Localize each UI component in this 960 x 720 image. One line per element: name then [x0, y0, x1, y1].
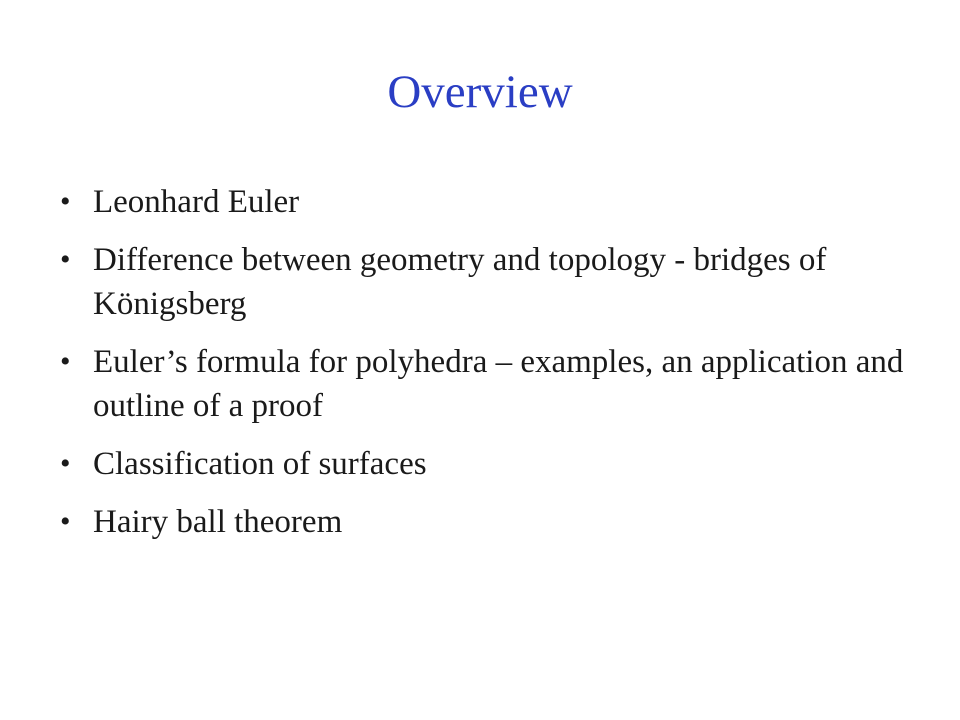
bullet-dot-icon: •	[60, 447, 71, 480]
bullet-item-geometry-topology	[60, 238, 920, 326]
bullet-item-eulers-formula	[60, 340, 920, 428]
bullet-dot-icon: •	[60, 345, 71, 378]
bullet-dot-icon: •	[60, 505, 71, 538]
bullet-dot-icon: •	[60, 243, 71, 276]
bullet-item-classification	[60, 442, 920, 486]
bullet-text: Leonhard Euler	[93, 184, 300, 220]
slide-title: Overview	[387, 66, 573, 118]
bullet-text: Classification of surfaces	[93, 446, 427, 482]
bullet-item-leonhard-euler	[60, 180, 920, 224]
bullet-item-hairy-ball	[60, 500, 920, 544]
bullet-text: Euler’s formula for polyhedra – examples, an application and outline of a proof	[93, 344, 904, 424]
bullet-dot-icon: •	[60, 185, 71, 218]
bullet-text: Hairy ball theorem	[93, 504, 343, 540]
bullet-text: Difference between geometry and topology - bridges of Königsberg	[93, 242, 827, 322]
bullet-list	[60, 180, 920, 558]
